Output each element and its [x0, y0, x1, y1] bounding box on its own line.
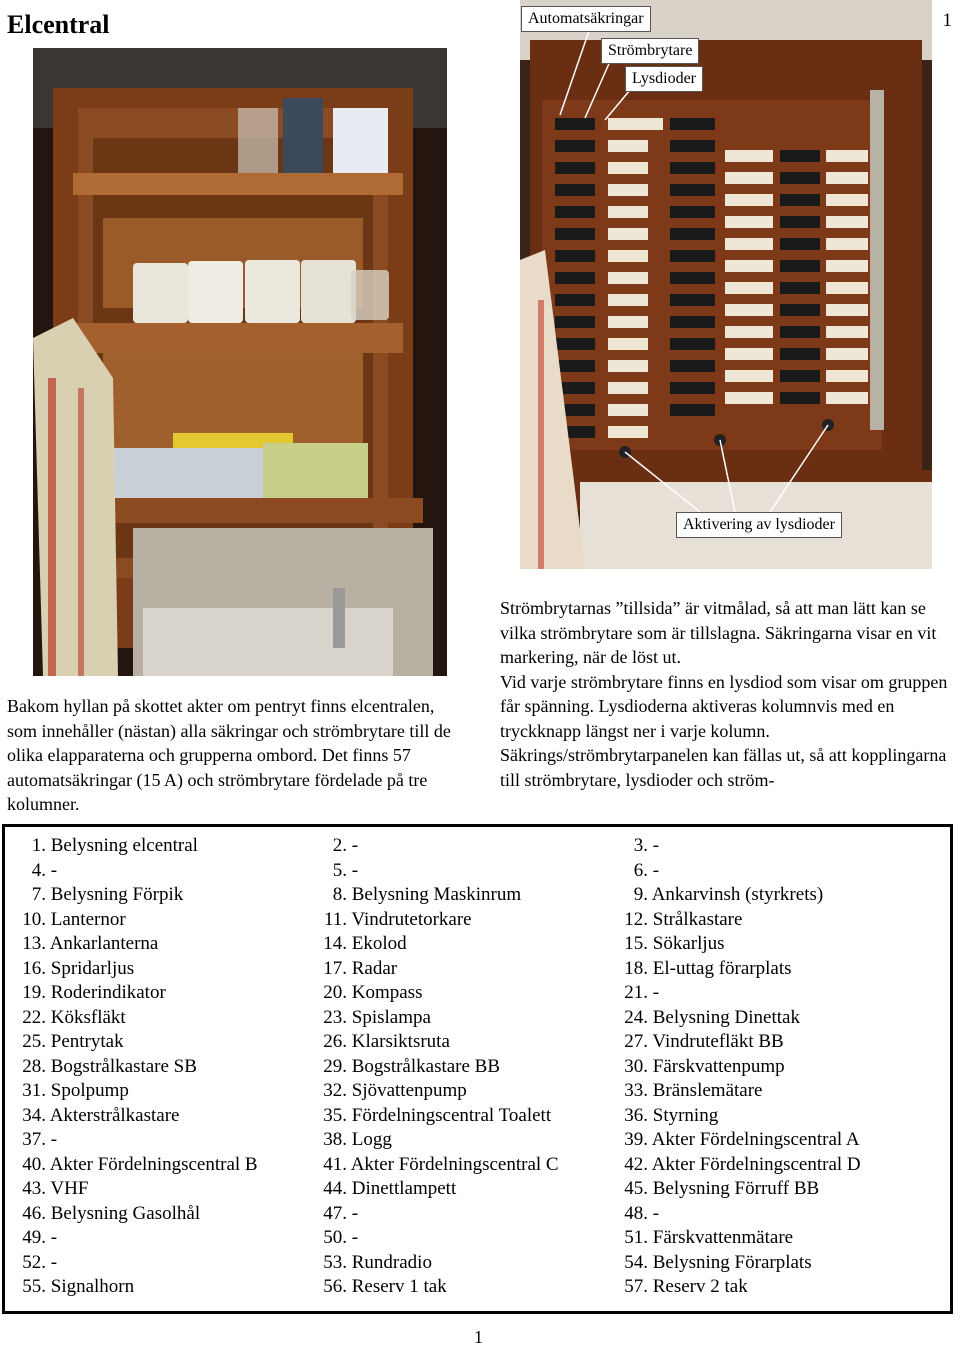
- fuse-number: 26.: [323, 1031, 347, 1052]
- fuse-list-item: [612, 859, 659, 884]
- callout-switches: Strömbrytare: [601, 38, 699, 64]
- fuse-list-item: [311, 1055, 500, 1080]
- fuse-label: -: [652, 1202, 660, 1224]
- fuse-label: Belysning Maskinrum: [351, 884, 522, 905]
- description-text: [500, 596, 952, 792]
- fuse-number: 50.: [323, 1227, 347, 1248]
- fuse-list-item: [612, 1030, 784, 1055]
- fuse-number: 49.: [22, 1227, 46, 1248]
- fuse-list-item: [10, 883, 183, 908]
- electrical-panel-photo: [520, 0, 932, 569]
- fuse-list-item: [10, 1030, 124, 1055]
- fuse-list-item: [612, 1153, 861, 1178]
- fuse-number: 52.: [22, 1251, 46, 1273]
- fuse-list-item: [612, 1177, 819, 1202]
- fuse-number: 56.: [323, 1276, 347, 1297]
- fuse-list-item: [311, 908, 472, 933]
- fuse-label: -: [50, 1227, 58, 1248]
- fuse-label: -: [351, 835, 359, 856]
- fuse-label: Dinettlampett: [351, 1178, 457, 1199]
- fuse-list-item: [10, 1153, 258, 1178]
- fuse-list-item: [311, 1079, 467, 1104]
- fuse-number: 11.: [323, 908, 347, 930]
- fuse-list-item: [10, 908, 126, 933]
- fuse-label: Akter Fördelningscentral B: [49, 1153, 258, 1175]
- fuse-label: Färskvattenmätare: [652, 1227, 794, 1248]
- fuse-number: 45.: [624, 1178, 648, 1199]
- fuse-label: -: [351, 1227, 359, 1248]
- fuse-list-item: [612, 1079, 762, 1104]
- fuse-label: Rundradio: [351, 1251, 432, 1273]
- fuse-label: Logg: [351, 1129, 392, 1150]
- fuse-list-item: [10, 1202, 200, 1227]
- fuse-label: Lanternor: [50, 908, 126, 930]
- fuse-list-item: [612, 981, 659, 1006]
- fuse-label: Ankarlanterna: [49, 933, 159, 954]
- fuse-label: El-uttag förarplats: [652, 957, 792, 979]
- fuse-list-item: [612, 1006, 800, 1031]
- fuse-label: Akter Fördelningscentral C: [350, 1153, 559, 1175]
- fuse-list-item: [612, 908, 742, 933]
- fuse-number: 43.: [22, 1178, 46, 1199]
- fuse-label: -: [351, 859, 359, 881]
- fuse-list-item: [311, 859, 358, 884]
- fuse-number: 39.: [624, 1129, 648, 1150]
- fuse-number: 34.: [22, 1104, 46, 1126]
- fuse-label: Spridarljus: [50, 957, 135, 979]
- fuse-number: 15.: [624, 933, 648, 954]
- fuse-number: 4.: [31, 859, 46, 881]
- fuse-number: 53.: [323, 1251, 347, 1273]
- fuse-list-item: [311, 1153, 559, 1178]
- fuse-number: 2.: [332, 835, 347, 856]
- fuse-number: 31.: [22, 1080, 46, 1101]
- fuse-label: -: [50, 859, 58, 881]
- fuse-list-item: [10, 1251, 57, 1276]
- fuse-number: 47.: [323, 1202, 347, 1224]
- fuse-label: Vindrutefläkt BB: [652, 1031, 784, 1052]
- fuse-number: 42.: [624, 1153, 648, 1175]
- fuse-label: Bogstrålkastare BB: [351, 1055, 501, 1077]
- fuse-list-item: [612, 1202, 659, 1227]
- fuse-label: Belysning Dinettak: [652, 1006, 800, 1028]
- fuse-number: 13.: [22, 933, 46, 954]
- fuse-number: 57.: [624, 1276, 648, 1297]
- fuse-label: Akter Fördelningscentral A: [651, 1129, 860, 1150]
- fuse-list-item: [311, 957, 397, 982]
- fuse-number: 10.: [22, 908, 46, 930]
- fuse-number: 54.: [624, 1251, 648, 1273]
- fuse-list-item: [311, 1128, 392, 1153]
- fuse-number: 28.: [22, 1055, 46, 1077]
- fuse-number: 25.: [22, 1031, 46, 1052]
- fuse-number: 29.: [323, 1055, 347, 1077]
- fuse-number: 3.: [633, 835, 648, 856]
- fuse-label: Vindrutetorkare: [351, 908, 472, 930]
- fuse-list-item: [10, 1079, 129, 1104]
- fuse-label: Spolpump: [50, 1080, 129, 1101]
- fuse-label: Färskvattenpump: [652, 1055, 785, 1077]
- page-number-top: 1: [942, 10, 952, 31]
- fuse-label: Akterstrålkastare: [49, 1104, 180, 1126]
- galley-shelf-photo: [33, 48, 447, 676]
- fuse-number: 7.: [31, 884, 46, 905]
- fuse-list-item: [311, 932, 407, 957]
- fuse-number: 24.: [624, 1006, 648, 1028]
- fuse-list: [2, 824, 953, 1314]
- fuse-number: 55.: [22, 1276, 46, 1297]
- fuse-number: 41.: [323, 1153, 347, 1175]
- fuse-list-item: [10, 1104, 179, 1129]
- fuse-label: -: [652, 835, 660, 856]
- fuse-label: -: [351, 1202, 359, 1224]
- fuse-list-item: [612, 1251, 812, 1276]
- fuse-number: 1.: [31, 835, 46, 856]
- fuse-label: Signalhorn: [50, 1276, 135, 1297]
- fuse-list-item: [311, 1030, 450, 1055]
- fuse-number: 14.: [323, 933, 347, 954]
- fuse-number: 20.: [323, 982, 347, 1003]
- fuse-label: Pentrytak: [50, 1031, 124, 1052]
- fuse-label: Belysning Förpik: [50, 884, 184, 905]
- fuse-list-item: [612, 1226, 793, 1251]
- fuse-label: Ankarvinsh (styrkrets): [651, 884, 824, 905]
- fuse-number: 22.: [22, 1006, 46, 1028]
- fuse-list-item: [10, 859, 57, 884]
- fuse-list-item: [612, 883, 823, 908]
- fuse-label: -: [652, 982, 660, 1003]
- fuse-label: Fördelningscentral Toalett: [351, 1104, 552, 1126]
- description-paragraph: Strömbrytarnas ”tillsida” är vitmålad, så att man lätt kan se vilka strömbrytare som är tillslagna. Säkringarna visar en vit markering, när de löst ut.: [500, 598, 937, 667]
- fuse-number: 44.: [323, 1178, 347, 1199]
- fuse-label: Ekolod: [351, 933, 407, 954]
- fuse-number: 36.: [624, 1104, 648, 1126]
- fuse-label: -: [50, 1129, 58, 1150]
- fuse-number: 19.: [22, 982, 46, 1003]
- fuse-label: Reserv 1 tak: [351, 1276, 447, 1297]
- fuse-label: Bränslemätare: [652, 1080, 763, 1101]
- fuse-label: Akter Fördelningscentral D: [651, 1153, 861, 1175]
- fuse-label: Reserv 2 tak: [652, 1276, 748, 1297]
- fuse-label: VHF: [50, 1178, 89, 1199]
- fuse-list-item: [10, 932, 158, 957]
- fuse-list-item: [10, 1006, 126, 1031]
- fuse-list-item: [311, 1251, 432, 1276]
- callout-breakers: Automatsäkringar: [521, 6, 651, 32]
- fuse-label: Klarsiktsruta: [351, 1031, 450, 1052]
- fuse-label: Styrning: [652, 1104, 719, 1126]
- fuse-number: 27.: [624, 1031, 648, 1052]
- fuse-number: 23.: [323, 1006, 347, 1028]
- fuse-list-item: [612, 834, 659, 859]
- fuse-list-item: [10, 1177, 88, 1202]
- fuse-number: 40.: [22, 1153, 46, 1175]
- fuse-number: 38.: [323, 1129, 347, 1150]
- fuse-label: Roderindikator: [50, 982, 166, 1003]
- fuse-list-item: [10, 1128, 57, 1153]
- fuse-number: 37.: [22, 1129, 46, 1150]
- fuse-number: 33.: [624, 1080, 648, 1101]
- fuse-label: Belysning Gasolhål: [50, 1202, 201, 1224]
- callout-leds: Lysdioder: [625, 66, 703, 92]
- description-paragraph: Säkrings/strömbrytarpanelen kan fällas ut, så att kopplingarna till strömbrytare, lysdioder och ström-: [500, 745, 947, 790]
- fuse-number: 21.: [624, 982, 648, 1003]
- fuse-label: Kompass: [351, 982, 423, 1003]
- fuse-list-item: [612, 1055, 785, 1080]
- fuse-list-item: [10, 1055, 197, 1080]
- fuse-list-item: [10, 981, 166, 1006]
- fuse-number: 30.: [624, 1055, 648, 1077]
- fuse-list-item: [10, 1226, 57, 1251]
- fuse-list-item: [311, 834, 358, 859]
- page-number-bottom: 1: [474, 1327, 483, 1347]
- fuse-list-item: [311, 1006, 431, 1031]
- fuse-list-item: [311, 1177, 456, 1202]
- fuse-list-item: [311, 1104, 551, 1129]
- fuse-number: 51.: [624, 1227, 648, 1248]
- fuse-number: 6.: [633, 859, 648, 881]
- fuse-label: Strålkastare: [652, 908, 743, 930]
- fuse-list-item: [10, 834, 198, 859]
- fuse-number: 18.: [624, 957, 648, 979]
- fuse-label: Köksfläkt: [50, 1006, 126, 1028]
- fuse-label: Bogstrålkastare SB: [50, 1055, 197, 1077]
- fuse-label: Sökarljus: [652, 933, 725, 954]
- fuse-number: 17.: [323, 957, 347, 979]
- fuse-label: Belysning elcentral: [50, 835, 198, 856]
- fuse-label: Belysning Förruff BB: [652, 1178, 820, 1199]
- fuse-label: Spislampa: [351, 1006, 431, 1028]
- fuse-number: 12.: [624, 908, 648, 930]
- intro-paragraph: Bakom hyllan på skottet akter om pentryt finns elcentralen, som innehåller (nästan) alla säkringar och strömbrytare till de olika elapparaterna och grupperna ombord. Det finns 57 automatsäkringar (15 A) och strömbrytare fördelade på tre kolumner.: [7, 696, 451, 814]
- fuse-list-item: [612, 957, 792, 982]
- fuse-label: -: [50, 1251, 58, 1273]
- page-title: Elcentral: [7, 10, 110, 39]
- fuse-list-item: [612, 1104, 718, 1129]
- fuse-list-item: [10, 1275, 134, 1300]
- description-paragraph: Vid varje strömbrytare finns en lysdiod som visar om gruppen får spänning. Lysdioderna aktiveras kolumnvis med en tryckknapp längst ner i varje kolumn.: [500, 671, 948, 741]
- fuse-number: 16.: [22, 957, 46, 979]
- fuse-list-item: [311, 981, 422, 1006]
- fuse-label: Sjövattenpump: [351, 1080, 467, 1101]
- fuse-list-item: [612, 1128, 860, 1153]
- fuse-number: 9.: [633, 884, 648, 905]
- fuse-label: Radar: [351, 957, 398, 979]
- fuse-list-item: [311, 1202, 358, 1227]
- fuse-list-item: [612, 932, 725, 957]
- fuse-number: 48.: [624, 1202, 648, 1224]
- fuse-list-item: [311, 883, 521, 908]
- fuse-number: 32.: [323, 1080, 347, 1101]
- fuse-number: 5.: [332, 859, 347, 881]
- fuse-number: 35.: [323, 1104, 347, 1126]
- fuse-list-item: [311, 1226, 358, 1251]
- fuse-number: 46.: [22, 1202, 46, 1224]
- fuse-list-item: [10, 957, 134, 982]
- fuse-label: Belysning Förarplats: [652, 1251, 812, 1273]
- callout-led-activation: Aktivering av lysdioder: [676, 512, 842, 538]
- fuse-list-item: [612, 1275, 748, 1300]
- fuse-label: -: [652, 859, 660, 881]
- fuse-number: 8.: [332, 884, 347, 905]
- fuse-list-item: [311, 1275, 447, 1300]
